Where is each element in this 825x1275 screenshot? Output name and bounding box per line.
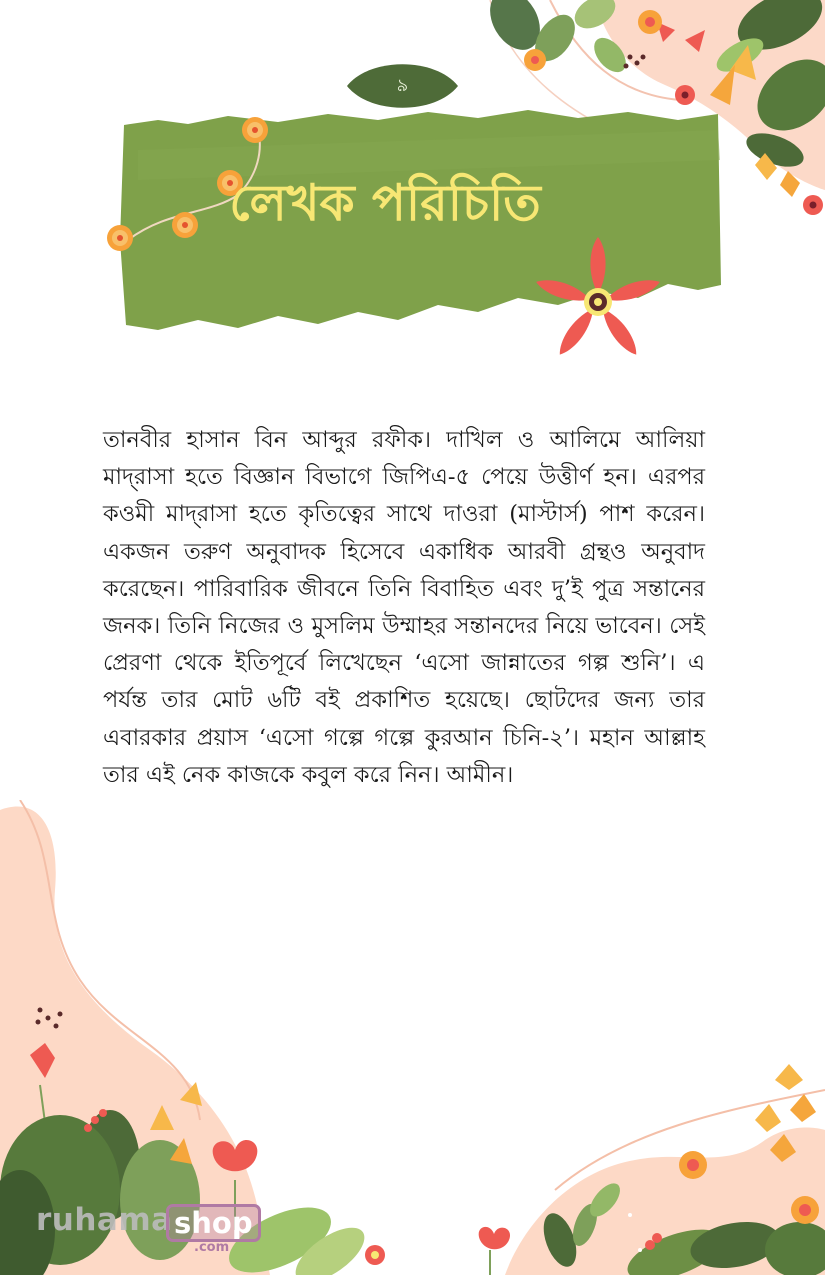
author-bio: তানবীর হাসান বিন আব্দুর রফীক। দাখিল ও আলিমে আলিয়া মাদ্‌রাসা হতে বিজ্ঞান বিভাগে জিপিএ-৫ পেয়ে উত্তীর্ণ হন। এরপর কওমী মাদ্‌রাসা হতে কৃতিত্বের সাথে দাওরা (মাস্টার্স) পাশ করেন। একজন তরুণ অনুবাদক হিসেবে একাধিক আরবী গ্রন্থও অনুবাদ করেছেন। পারিবারিক জীবনে তিনি বিবাহিত এবং দু’ই পুত্র সন্তানের জনক। তিনি নিজের ও মুসলিম উম্মাহর সন্তানদের নিয়ে ভাবেন। সেই প্রেরণা থেকে ইতিপূর্বে লিখেছেন ‘এসো জান্নাতের গল্প শুনি’। এ পর্যন্ত তার মোট ৬টি বই প্রকাশিত হয়েছে। ছোটদের জন্য তার এবারকার প্রয়াস ‘এসো গল্পে গল্পে কুরআন চিনি-২’। মহান আল্লাহ তার এই নেক কাজকে কবুল করে নিন। আমীন।: [103, 427, 705, 788]
watermark-brand: ruhama: [36, 1202, 173, 1238]
watermark-logo: [36, 1202, 266, 1262]
page-title: লেখক পরিচিতি: [229, 174, 541, 232]
bottom-right-floral-decoration: [425, 1050, 825, 1275]
watermark-domain: .com: [194, 1240, 230, 1255]
watermark-shop: shop: [166, 1204, 261, 1242]
flower-icon: [535, 235, 665, 360]
page-number: ৯: [396, 74, 409, 96]
